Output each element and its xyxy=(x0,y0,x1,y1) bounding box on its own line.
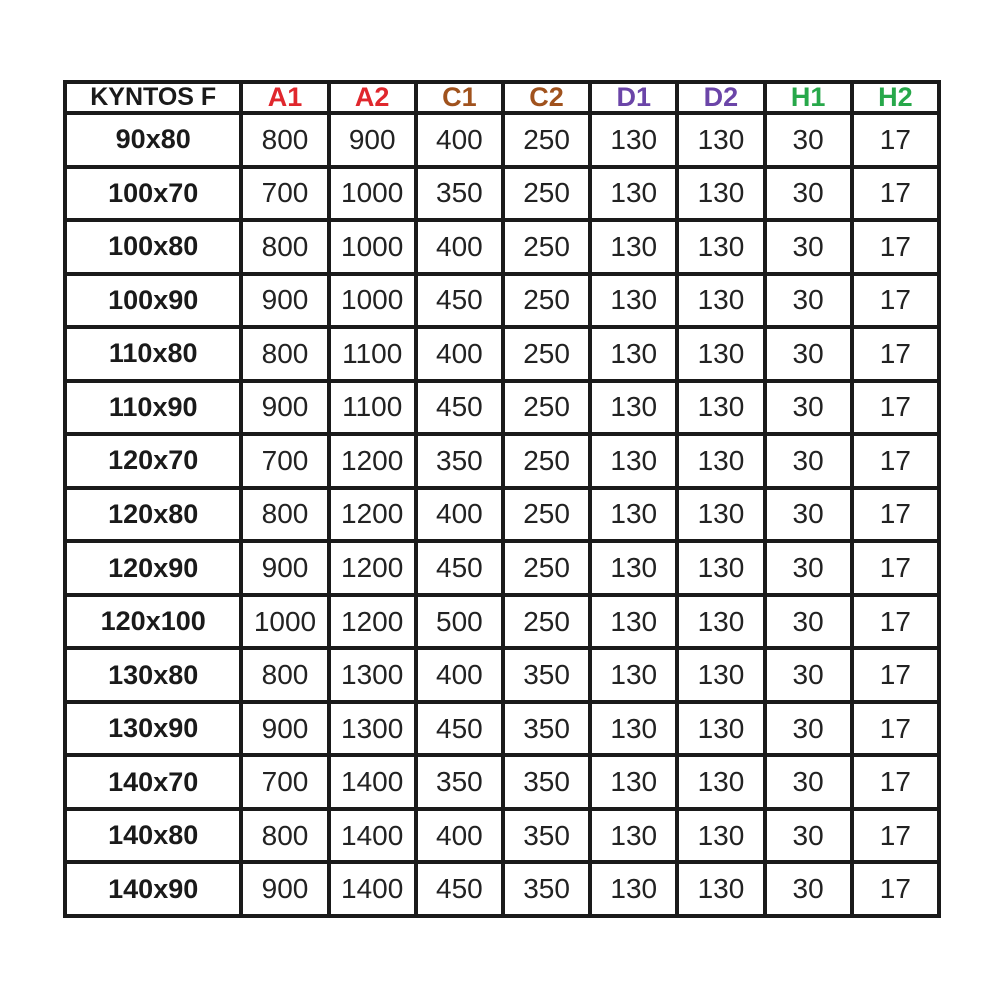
table-row xyxy=(67,757,937,807)
value-cell: 800 xyxy=(243,222,326,272)
value-cell: 450 xyxy=(418,543,501,593)
value-cell: 130 xyxy=(679,811,762,861)
value-cell: 350 xyxy=(418,757,501,807)
value-cell: 30 xyxy=(767,436,850,486)
value-cell: 17 xyxy=(854,543,937,593)
value-cell: 130 xyxy=(679,169,762,219)
value-cell: 1000 xyxy=(243,597,326,647)
value-cell: 30 xyxy=(767,222,850,272)
header-cell-a2: A2 xyxy=(331,84,414,111)
table-row xyxy=(67,383,937,433)
size-cell: 120x80 xyxy=(67,490,239,540)
value-cell: 130 xyxy=(592,115,675,165)
value-cell: 250 xyxy=(505,222,588,272)
value-cell: 500 xyxy=(418,597,501,647)
size-cell: 120x70 xyxy=(67,436,239,486)
value-cell: 1100 xyxy=(331,329,414,379)
value-cell: 130 xyxy=(679,597,762,647)
value-cell: 17 xyxy=(854,811,937,861)
value-cell: 30 xyxy=(767,597,850,647)
value-cell: 30 xyxy=(767,169,850,219)
value-cell: 17 xyxy=(854,436,937,486)
value-cell: 30 xyxy=(767,329,850,379)
value-cell: 30 xyxy=(767,864,850,914)
value-cell: 130 xyxy=(679,543,762,593)
value-cell: 130 xyxy=(592,383,675,433)
value-cell: 250 xyxy=(505,543,588,593)
value-cell: 130 xyxy=(592,222,675,272)
value-cell: 130 xyxy=(592,704,675,754)
table-row xyxy=(67,650,937,700)
header-cell-d1: D1 xyxy=(592,84,675,111)
value-cell: 250 xyxy=(505,329,588,379)
value-cell: 700 xyxy=(243,757,326,807)
value-cell: 1300 xyxy=(331,650,414,700)
value-cell: 900 xyxy=(331,115,414,165)
value-cell: 17 xyxy=(854,115,937,165)
value-cell: 450 xyxy=(418,704,501,754)
size-cell: 110x80 xyxy=(67,329,239,379)
table-row xyxy=(67,222,937,272)
value-cell: 130 xyxy=(679,329,762,379)
value-cell: 130 xyxy=(679,383,762,433)
size-cell: 140x80 xyxy=(67,811,239,861)
table-row xyxy=(67,597,937,647)
value-cell: 700 xyxy=(243,436,326,486)
value-cell: 800 xyxy=(243,650,326,700)
value-cell: 800 xyxy=(243,811,326,861)
value-cell: 17 xyxy=(854,169,937,219)
value-cell: 130 xyxy=(592,811,675,861)
table-row xyxy=(67,169,937,219)
value-cell: 250 xyxy=(505,597,588,647)
size-cell: 130x90 xyxy=(67,704,239,754)
value-cell: 900 xyxy=(243,276,326,326)
value-cell: 130 xyxy=(679,757,762,807)
value-cell: 30 xyxy=(767,757,850,807)
header-cell-d2: D2 xyxy=(679,84,762,111)
value-cell: 1400 xyxy=(331,864,414,914)
table-row xyxy=(67,811,937,861)
value-cell: 1200 xyxy=(331,436,414,486)
value-cell: 350 xyxy=(505,650,588,700)
value-cell: 130 xyxy=(679,222,762,272)
value-cell: 1000 xyxy=(331,276,414,326)
value-cell: 130 xyxy=(592,276,675,326)
table-row xyxy=(67,329,937,379)
table-row xyxy=(67,490,937,540)
value-cell: 1300 xyxy=(331,704,414,754)
value-cell: 30 xyxy=(767,704,850,754)
value-cell: 400 xyxy=(418,490,501,540)
value-cell: 350 xyxy=(505,704,588,754)
value-cell: 800 xyxy=(243,329,326,379)
value-cell: 130 xyxy=(679,115,762,165)
size-cell: 100x90 xyxy=(67,276,239,326)
value-cell: 250 xyxy=(505,276,588,326)
table-row xyxy=(67,864,937,914)
value-cell: 130 xyxy=(592,543,675,593)
value-cell: 17 xyxy=(854,704,937,754)
value-cell: 400 xyxy=(418,115,501,165)
value-cell: 250 xyxy=(505,490,588,540)
size-cell: 110x90 xyxy=(67,383,239,433)
dimensions-table xyxy=(63,80,941,918)
value-cell: 350 xyxy=(418,436,501,486)
value-cell: 130 xyxy=(679,864,762,914)
header-cell-model: KYNTOS F xyxy=(67,84,239,111)
table-row xyxy=(67,704,937,754)
value-cell: 130 xyxy=(679,650,762,700)
value-cell: 130 xyxy=(592,864,675,914)
header-cell-h1: H1 xyxy=(767,84,850,111)
header-cell-a1: A1 xyxy=(243,84,326,111)
value-cell: 130 xyxy=(592,650,675,700)
value-cell: 250 xyxy=(505,115,588,165)
value-cell: 30 xyxy=(767,543,850,593)
size-cell: 140x90 xyxy=(67,864,239,914)
value-cell: 130 xyxy=(679,704,762,754)
table-row xyxy=(67,436,937,486)
value-cell: 900 xyxy=(243,543,326,593)
value-cell: 130 xyxy=(592,436,675,486)
size-cell: 100x70 xyxy=(67,169,239,219)
size-cell: 100x80 xyxy=(67,222,239,272)
value-cell: 17 xyxy=(854,329,937,379)
value-cell: 17 xyxy=(854,383,937,433)
value-cell: 17 xyxy=(854,864,937,914)
value-cell: 130 xyxy=(679,276,762,326)
value-cell: 350 xyxy=(418,169,501,219)
value-cell: 400 xyxy=(418,811,501,861)
value-cell: 400 xyxy=(418,650,501,700)
table-row xyxy=(67,543,937,593)
value-cell: 1100 xyxy=(331,383,414,433)
value-cell: 30 xyxy=(767,490,850,540)
value-cell: 30 xyxy=(767,383,850,433)
header-cell-c2: C2 xyxy=(505,84,588,111)
value-cell: 30 xyxy=(767,115,850,165)
size-cell: 90x80 xyxy=(67,115,239,165)
size-cell: 120x100 xyxy=(67,597,239,647)
value-cell: 700 xyxy=(243,169,326,219)
table-row xyxy=(67,276,937,326)
value-cell: 17 xyxy=(854,490,937,540)
value-cell: 1000 xyxy=(331,222,414,272)
value-cell: 1200 xyxy=(331,543,414,593)
value-cell: 1400 xyxy=(331,811,414,861)
value-cell: 250 xyxy=(505,436,588,486)
value-cell: 130 xyxy=(679,436,762,486)
value-cell: 1200 xyxy=(331,597,414,647)
value-cell: 1200 xyxy=(331,490,414,540)
header-cell-h2: H2 xyxy=(854,84,937,111)
header-row xyxy=(67,84,937,111)
value-cell: 30 xyxy=(767,811,850,861)
value-cell: 17 xyxy=(854,276,937,326)
value-cell: 900 xyxy=(243,383,326,433)
value-cell: 17 xyxy=(854,222,937,272)
value-cell: 450 xyxy=(418,276,501,326)
header-cell-c1: C1 xyxy=(418,84,501,111)
value-cell: 800 xyxy=(243,490,326,540)
value-cell: 350 xyxy=(505,757,588,807)
value-cell: 450 xyxy=(418,864,501,914)
value-cell: 450 xyxy=(418,383,501,433)
value-cell: 400 xyxy=(418,222,501,272)
value-cell: 130 xyxy=(592,329,675,379)
value-cell: 1400 xyxy=(331,757,414,807)
table-body xyxy=(67,115,937,914)
value-cell: 130 xyxy=(592,490,675,540)
value-cell: 30 xyxy=(767,276,850,326)
value-cell: 17 xyxy=(854,650,937,700)
value-cell: 250 xyxy=(505,169,588,219)
table-row xyxy=(67,115,937,165)
value-cell: 350 xyxy=(505,864,588,914)
value-cell: 900 xyxy=(243,704,326,754)
value-cell: 30 xyxy=(767,650,850,700)
value-cell: 800 xyxy=(243,115,326,165)
value-cell: 1000 xyxy=(331,169,414,219)
value-cell: 400 xyxy=(418,329,501,379)
value-cell: 130 xyxy=(679,490,762,540)
value-cell: 350 xyxy=(505,811,588,861)
size-cell: 140x70 xyxy=(67,757,239,807)
value-cell: 130 xyxy=(592,169,675,219)
size-cell: 120x90 xyxy=(67,543,239,593)
size-cell: 130x80 xyxy=(67,650,239,700)
value-cell: 130 xyxy=(592,597,675,647)
value-cell: 130 xyxy=(592,757,675,807)
value-cell: 900 xyxy=(243,864,326,914)
value-cell: 17 xyxy=(854,757,937,807)
value-cell: 250 xyxy=(505,383,588,433)
value-cell: 17 xyxy=(854,597,937,647)
